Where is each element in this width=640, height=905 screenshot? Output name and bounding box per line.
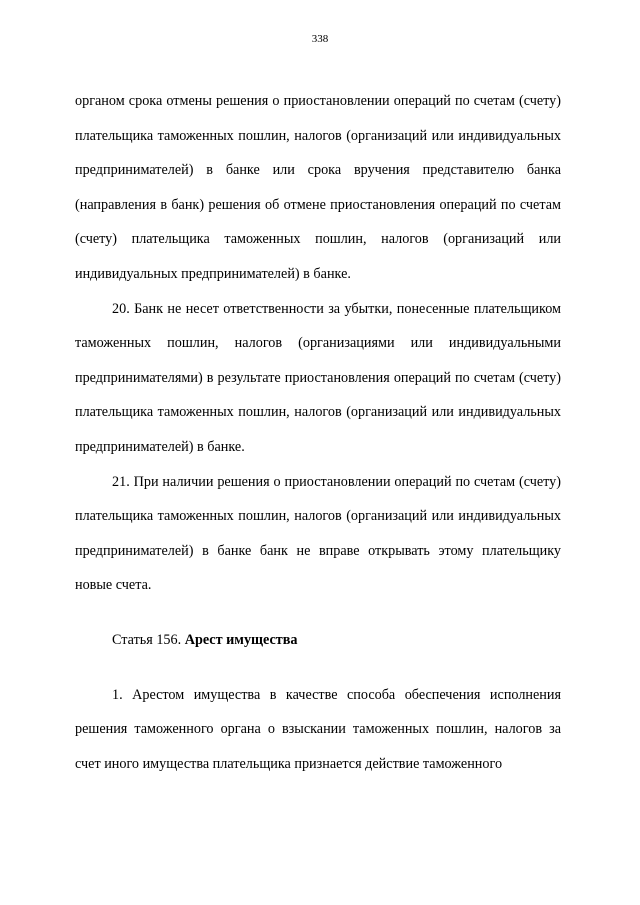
- paragraph-20: 20. Банк не несет ответственности за убытки, понесенные плательщиком таможенных пошлин, налогов (организациями или индивидуальными предпринимателями) в результате приостановления операций по счетам (счету) плательщика таможенных пошлин, налогов (организаций или индивидуальных предпринимателей) в банке.: [75, 300, 561, 455]
- paragraph-21: 21. При наличии решения о приостановлении операций по счетам (счету) плательщика таможенных пошлин, налогов (организаций или индивидуальных предпринимателей) в банке банк не вправе открывать этому плательщику новые счета.: [75, 473, 561, 594]
- article-heading: [75, 623, 561, 658]
- article-title: Арест имущества: [184, 631, 298, 648]
- document-body: [75, 84, 561, 781]
- paragraph-continuation: органом срока отмены решения о приостановлении операций по счетам (счету) плательщика таможенных пошлин, налогов (организаций или индивидуальных предпринимателей) в банке или срока вручения представителю банка (направления в банк) решения об отмене приостановления операций по счетам (счету) плательщика таможенных пошлин, налогов (организаций или индивидуальных предпринимателей) в банке.: [75, 93, 561, 282]
- page-number: 338: [311, 33, 329, 45]
- article-paragraph-1: 1. Арестом имущества в качестве способа обеспечения исполнения решения таможенного органа о взыскании таможенных пошлин, налогов за счет иного имущества плательщика признается действие таможенного: [75, 686, 561, 772]
- article-label: Статья 156.: [112, 631, 182, 648]
